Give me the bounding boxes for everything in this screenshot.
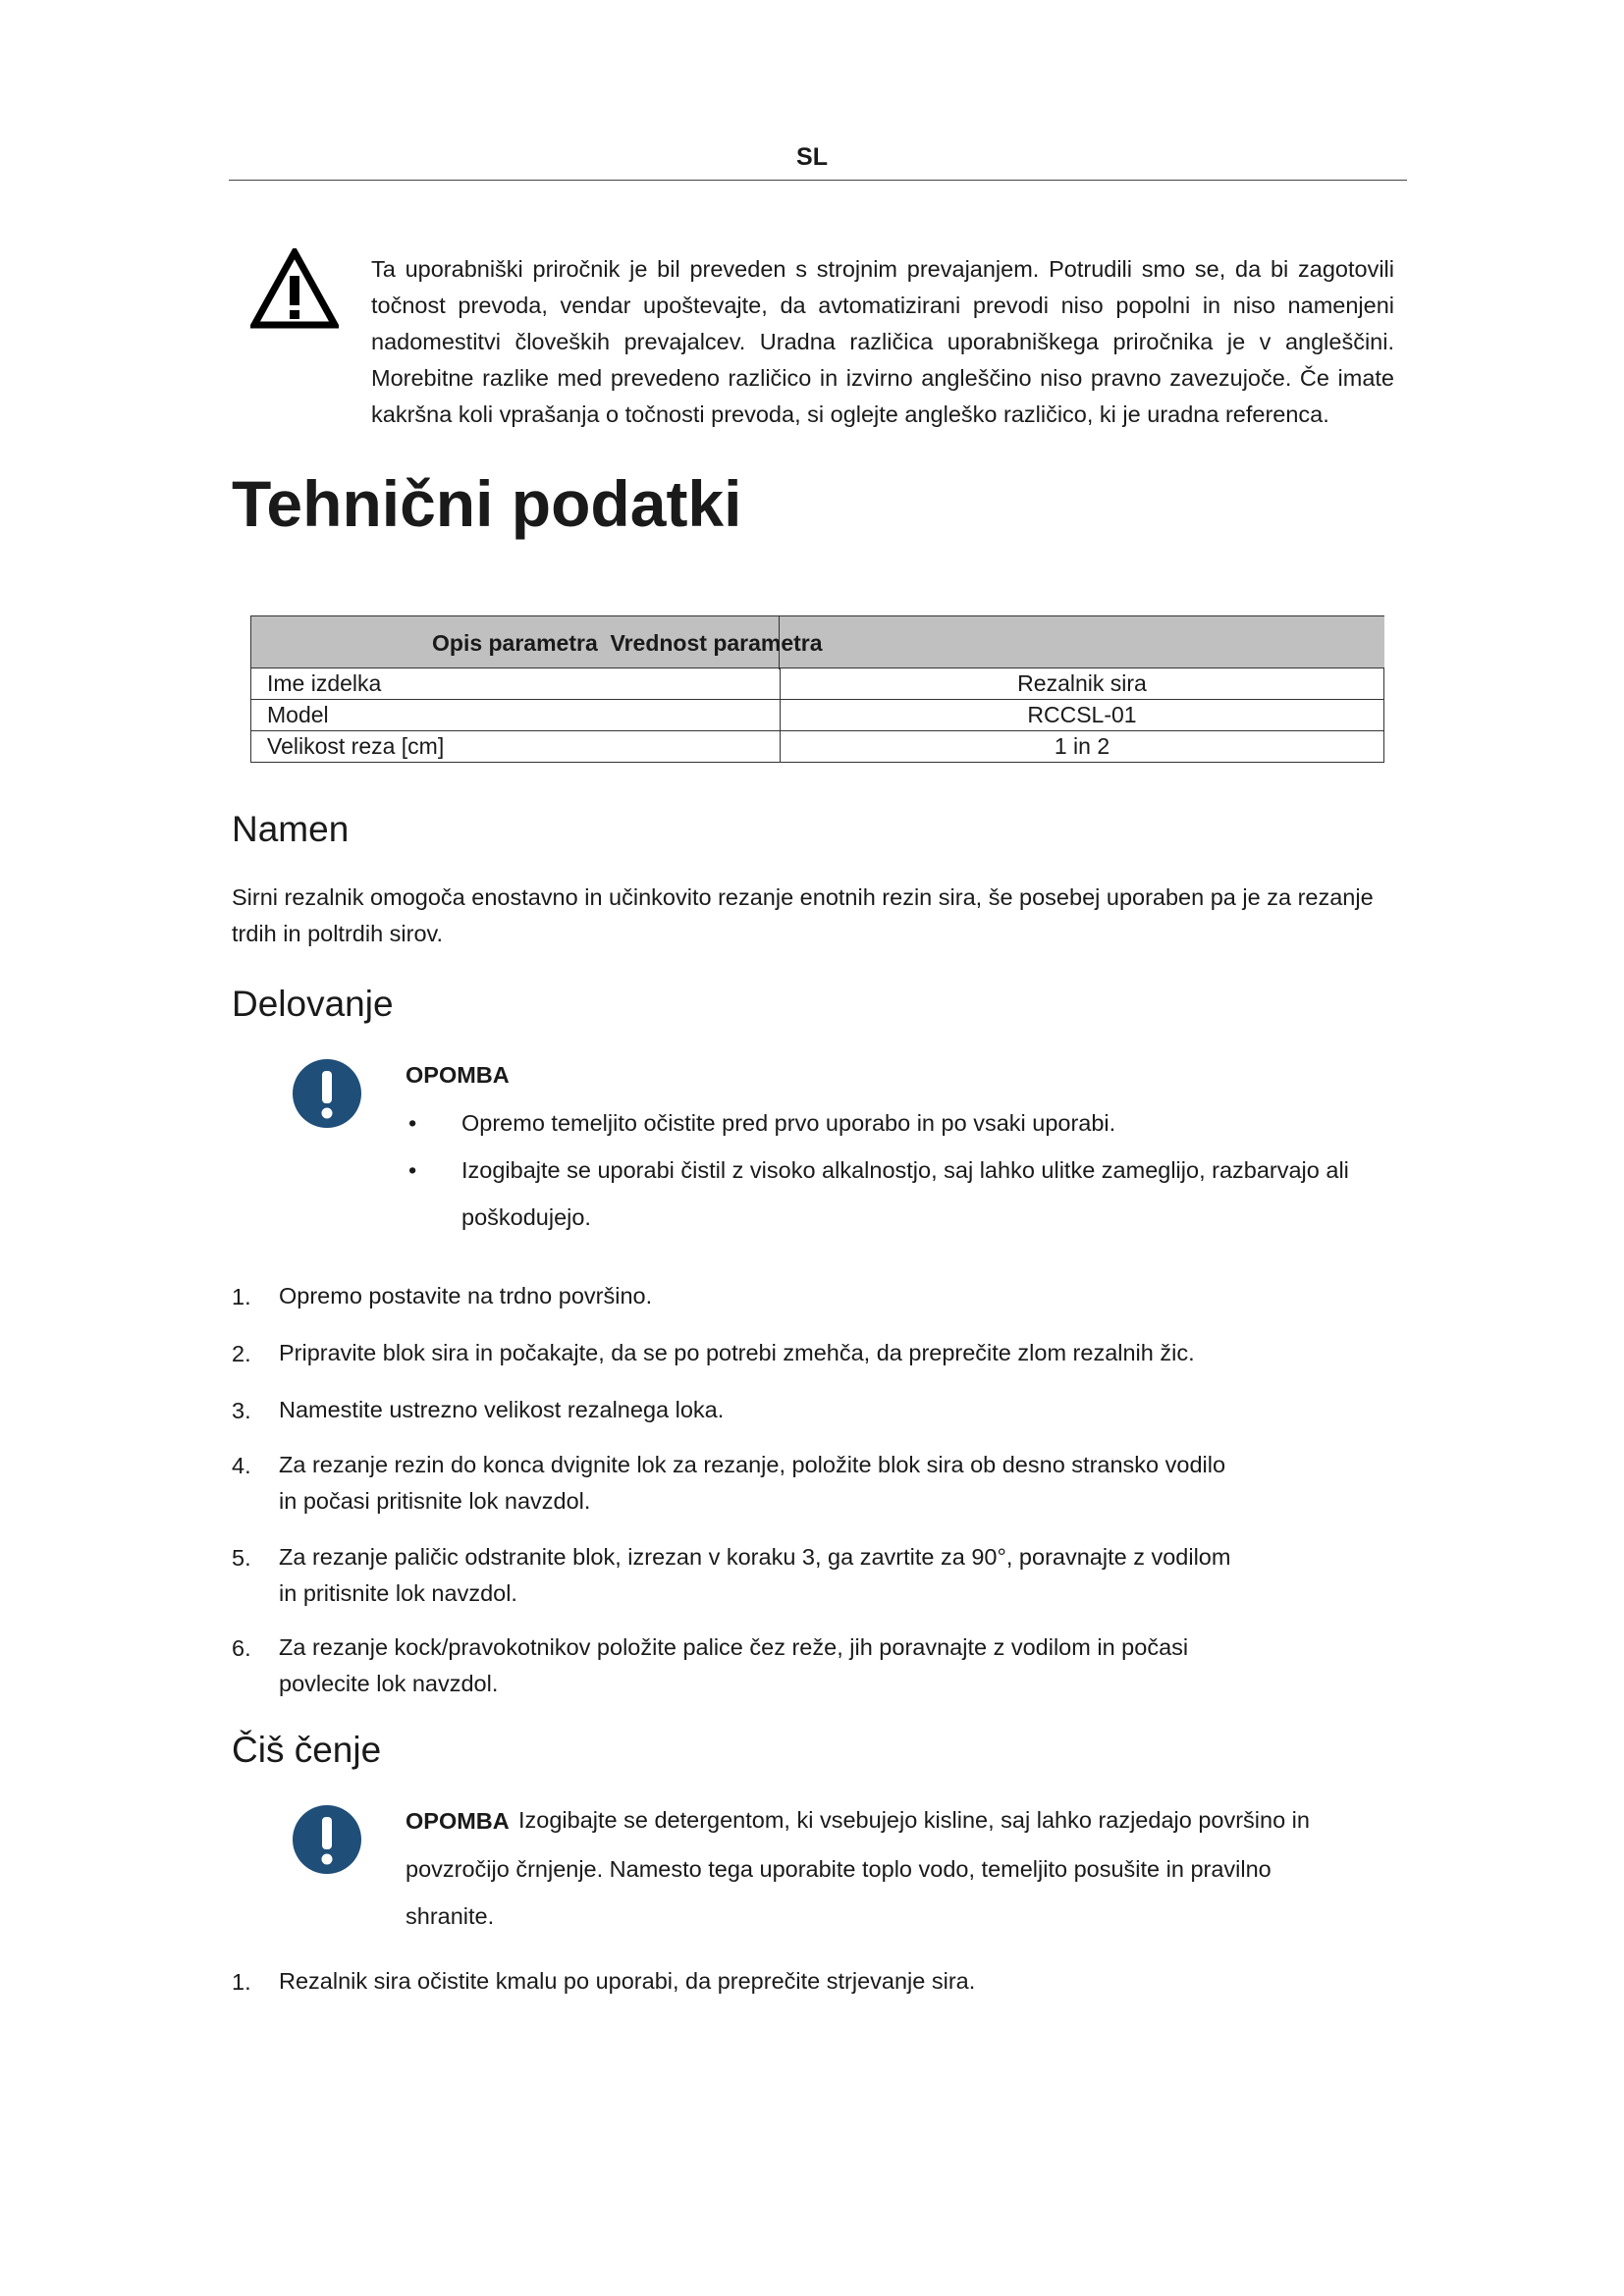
list-item: Za rezanje rezin do konca dvignite lok za rezanje, položite blok sira ob desno stransko vodilo — [279, 1452, 1226, 1477]
purpose-text: Sirni rezalnik omogoča enostavno in učinkovito rezanje enotnih rezin sira, še posebej uporaben pa je za rezanje trdih in poltrdih sirov. — [232, 884, 1374, 946]
table-row — [251, 700, 1384, 731]
spec-value-cell: Rezalnik sira — [781, 668, 1384, 700]
list-item-number: 4. — [232, 1453, 251, 1478]
spec-name-cell: Model — [251, 700, 781, 731]
list-item-continuation: in počasi pritisnite lok navzdol. — [279, 1488, 591, 1514]
list-item-number: 6. — [232, 1635, 251, 1661]
section-heading-cleaning: Čiš čenje — [232, 1730, 382, 1770]
spec-value-cell: RCCSL-01 — [781, 700, 1384, 731]
table-row — [251, 668, 1384, 700]
list-item: Rezalnik sira očistite kmalu po uporabi, da preprečite strjevanje sira. — [279, 1968, 976, 1994]
list-item: Pripravite blok sira in počakajte, da se po potrebi zmehča, da preprečite zlom rezalnih žic. — [279, 1340, 1195, 1365]
exclamation-circle-icon — [292, 1804, 362, 1875]
spec-name-cell: Velikost reza [cm] — [251, 731, 781, 763]
list-item-continuation: povlecite lok navzdol. — [279, 1671, 499, 1696]
header-rule — [229, 180, 1407, 181]
page-language-header: SL — [796, 143, 828, 171]
cleaning-note-text: povzročijo črnjenje. Namesto tega uporabite toplo vodo, temeljito posušite in pravilno — [406, 1856, 1272, 1882]
table-header-text: Opis parametra Vrednost parametra — [432, 630, 823, 656]
exclamation-circle-icon — [292, 1058, 362, 1129]
note-title: OPOMBA — [406, 1062, 510, 1088]
list-item-number: 5. — [232, 1545, 251, 1571]
bullet-dot: • — [408, 1110, 417, 1136]
list-item: Za rezanje paličic odstranite blok, izrezan v koraku 3, ga zavrtite za 90°, poravnajte z vodilom — [279, 1544, 1231, 1570]
note-bullet: Izogibajte se uporabi čistil z visoko alkalnostjo, saj lahko ulitke zameglijo, razbarvajo ali — [461, 1157, 1349, 1183]
list-item: Za rezanje kock/pravokotnikov položite palice čez reže, jih poravnajte z vodilom in počasi — [279, 1634, 1189, 1660]
list-item-number: 3. — [232, 1398, 251, 1423]
list-item: Opremo postavite na trdno površino. — [279, 1283, 653, 1308]
section-heading-purpose: Namen — [232, 809, 350, 849]
section-heading-operation: Delovanje — [232, 984, 394, 1024]
machine-translation-warning: Ta uporabniški priročnik je bil preveden s strojnim prevajanjem. Potrudili smo se, da bi zagotovili točnost prevoda, vendar upoštevajte, da avtomatizirani prevodi niso popolni in niso namenjeni nadomestitvi človeških prevajalcev. Uradna različica uporabniškega priročnika je v angleščini. Morebitne razlike med prevedeno različico in izvirno angleščino niso pravno zavezujoče. Če imate kakršna koli vprašanja o točnosti prevoda, si oglejte angleško različico, ki je uradna referenca. — [371, 256, 1394, 427]
warning-triangle-icon — [250, 248, 339, 329]
note-bullet-continuation: poškodujejo. — [461, 1204, 591, 1230]
note-title: OPOMBA — [406, 1808, 510, 1834]
cleaning-note-text: Izogibajte se detergentom, ki vsebujejo kisline, saj lahko razjedajo površino in — [518, 1807, 1310, 1833]
page-title: Tehnični podatki — [232, 467, 742, 540]
list-item-number: 1. — [232, 1284, 251, 1309]
list-item: Namestite ustrezno velikost rezalnega loka. — [279, 1397, 725, 1422]
list-item-number: 2. — [232, 1341, 251, 1366]
note-bullet: Opremo temeljito očistite pred prvo uporabo in po vsaki uporabi. — [461, 1110, 1116, 1136]
table-row — [251, 731, 1384, 763]
spec-value-cell: 1 in 2 — [781, 731, 1384, 763]
cleaning-note-text: shranite. — [406, 1903, 495, 1929]
spec-name-cell: Ime izdelka — [251, 668, 781, 700]
list-item-number: 1. — [232, 1969, 251, 1995]
list-item-continuation: in pritisnite lok navzdol. — [279, 1580, 517, 1606]
bullet-dot: • — [408, 1157, 417, 1183]
